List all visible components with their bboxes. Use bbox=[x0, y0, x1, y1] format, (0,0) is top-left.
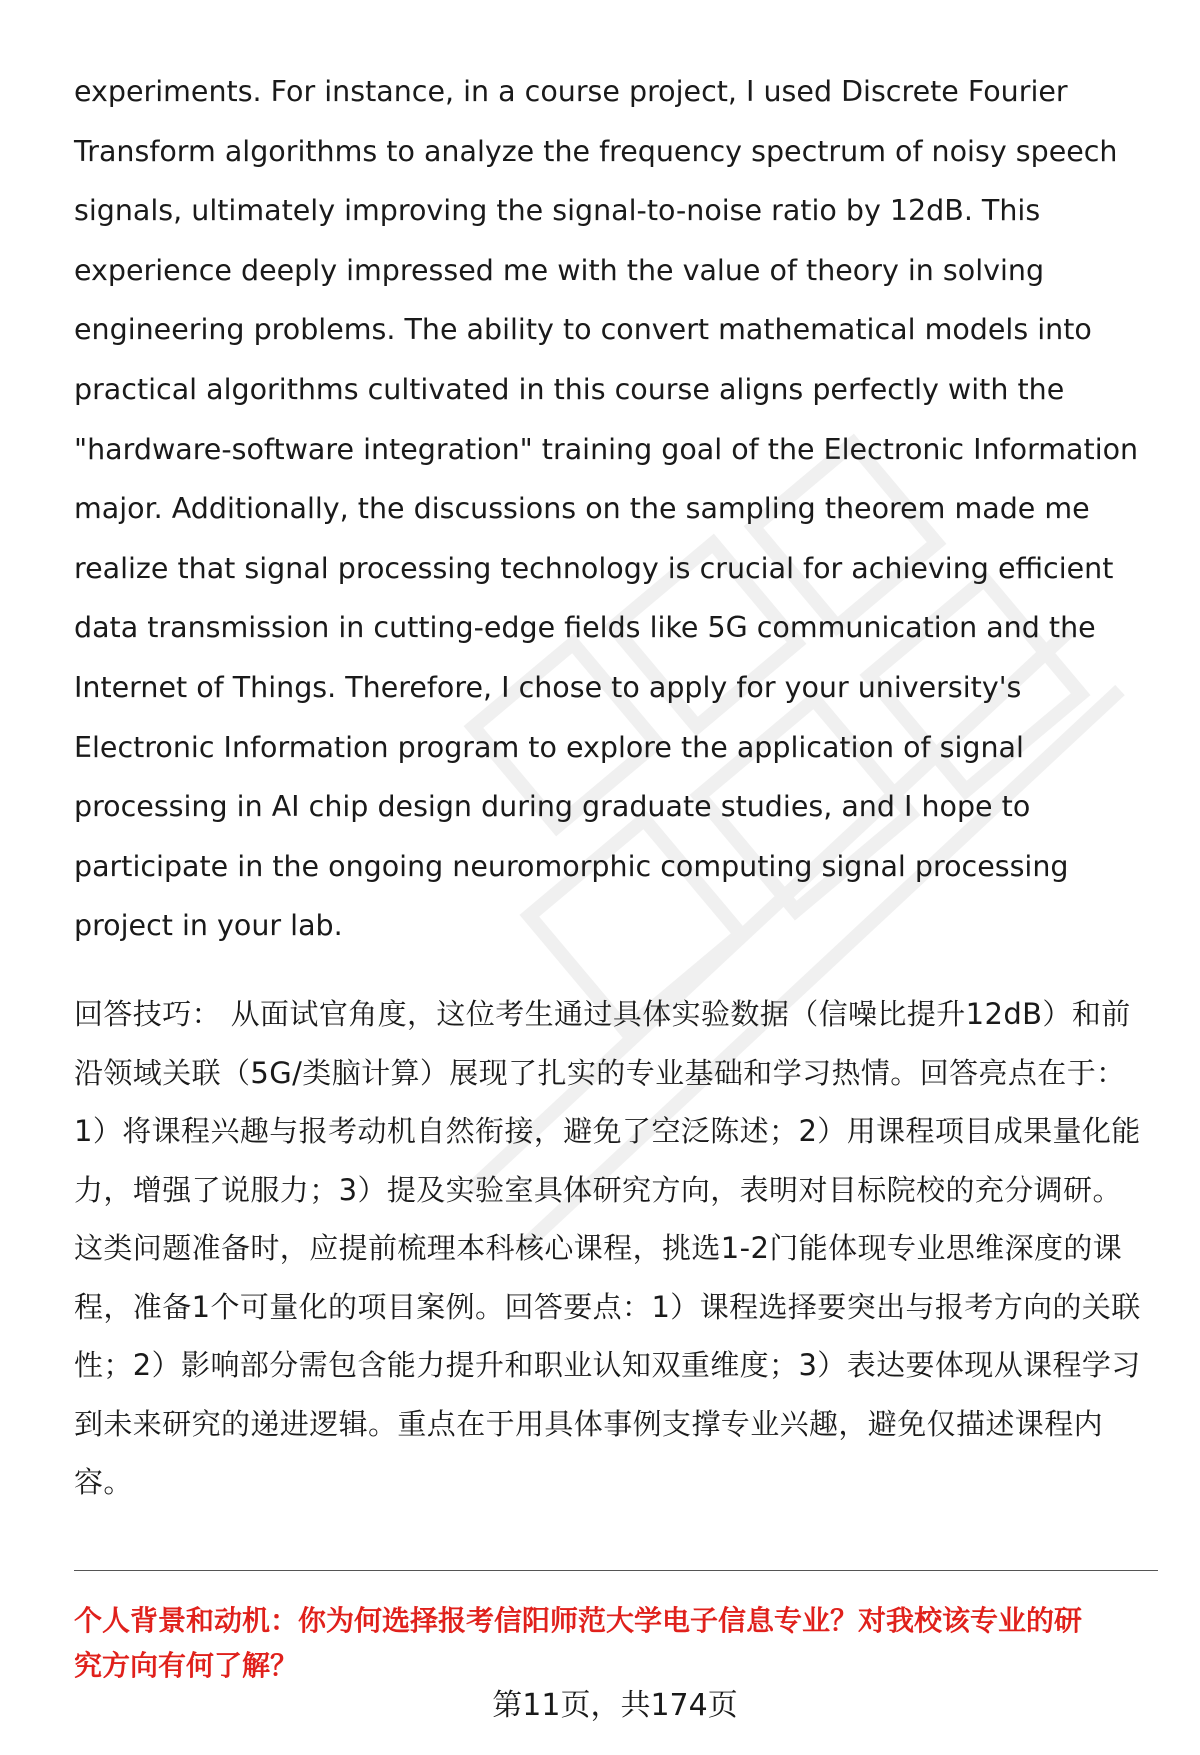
tips-line: 程，准备1个可量化的项目案例。回答要点：1）课程选择要突出与报考方向的关联 bbox=[74, 1289, 1141, 1324]
answer-line: Internet of Things. Therefore, I chose to apply for your university's bbox=[74, 670, 1022, 704]
tips-line: 到未来研究的递进逻辑。重点在于用具体事例支撑专业兴趣，避免仅描述课程内 bbox=[74, 1406, 1104, 1441]
answer-line: engineering problems. The ability to convert mathematical models into bbox=[74, 313, 1092, 347]
answer-line: signals, ultimately improving the signal-to-noise ratio by 12dB. This bbox=[74, 194, 1041, 228]
tips-line: 容。 bbox=[74, 1465, 133, 1499]
answer-line: practical algorithms cultivated in this course aligns perfectly with the bbox=[74, 372, 1065, 406]
answer-line: processing in AI chip design during graduate studies, and I hope to bbox=[74, 790, 1031, 824]
tips-line: 回答技巧： 从面试官角度，这位考生通过具体实验数据（信噪比提升12dB）和前 bbox=[74, 997, 1131, 1031]
page-number: 第11页，共174页 bbox=[492, 1688, 738, 1723]
answer-line: project in your lab. bbox=[74, 909, 343, 943]
answer-line: experience deeply impressed me with the value of theory in solving bbox=[74, 253, 1045, 287]
answer-line: "hardware-software integration" training goal of the Electronic Information bbox=[74, 432, 1139, 466]
answer-line: realize that signal processing technology is crucial for achieving efficient bbox=[74, 551, 1114, 585]
answer-line: major. Additionally, the discussions on the sampling theorem made me bbox=[74, 492, 1090, 526]
answer-tips-paragraph bbox=[74, 985, 1154, 1512]
section-divider bbox=[74, 1570, 1158, 1571]
tips-line: 性；2）影响部分需包含能力提升和职业认知双重维度；3）表达要体现从课程学习 bbox=[74, 1348, 1141, 1382]
tips-line: 沿领域关联（5G/类脑计算）展现了扎实的专业基础和学习热情。回答亮点在于： bbox=[74, 1055, 1126, 1090]
tips-line: 力，增强了说服力；3）提及实验室具体研究方向，表明对目标院校的充分调研。 bbox=[74, 1172, 1122, 1207]
answer-english-paragraph bbox=[74, 62, 1154, 956]
tips-line: 1）将课程兴趣与报考动机自然衔接，避免了空泛陈述；2）用课程项目成果量化能 bbox=[74, 1114, 1141, 1148]
next-question-heading bbox=[74, 1598, 1164, 1688]
answer-line: experiments. For instance, in a course project, I used Discrete Fourier bbox=[74, 75, 1068, 108]
answer-line: Electronic Information program to explore the application of signal bbox=[74, 730, 1024, 764]
answer-line: Transform algorithms to analyze the frequency spectrum of noisy speech bbox=[74, 134, 1118, 168]
answer-line: participate in the ongoing neuromorphic computing signal processing bbox=[74, 849, 1069, 883]
answer-line: data transmission in cutting-edge fields like 5G communication and the bbox=[74, 611, 1096, 645]
tips-line: 这类问题准备时，应提前梳理本科核心课程，挑选1-2门能体现专业思维深度的课 bbox=[74, 1231, 1123, 1265]
question-line: 究方向有何了解？ bbox=[74, 1649, 299, 1682]
question-line: 个人背景和动机：你为何选择报考信阳师范大学电子信息专业？对我校该专业的研 bbox=[74, 1604, 1083, 1637]
